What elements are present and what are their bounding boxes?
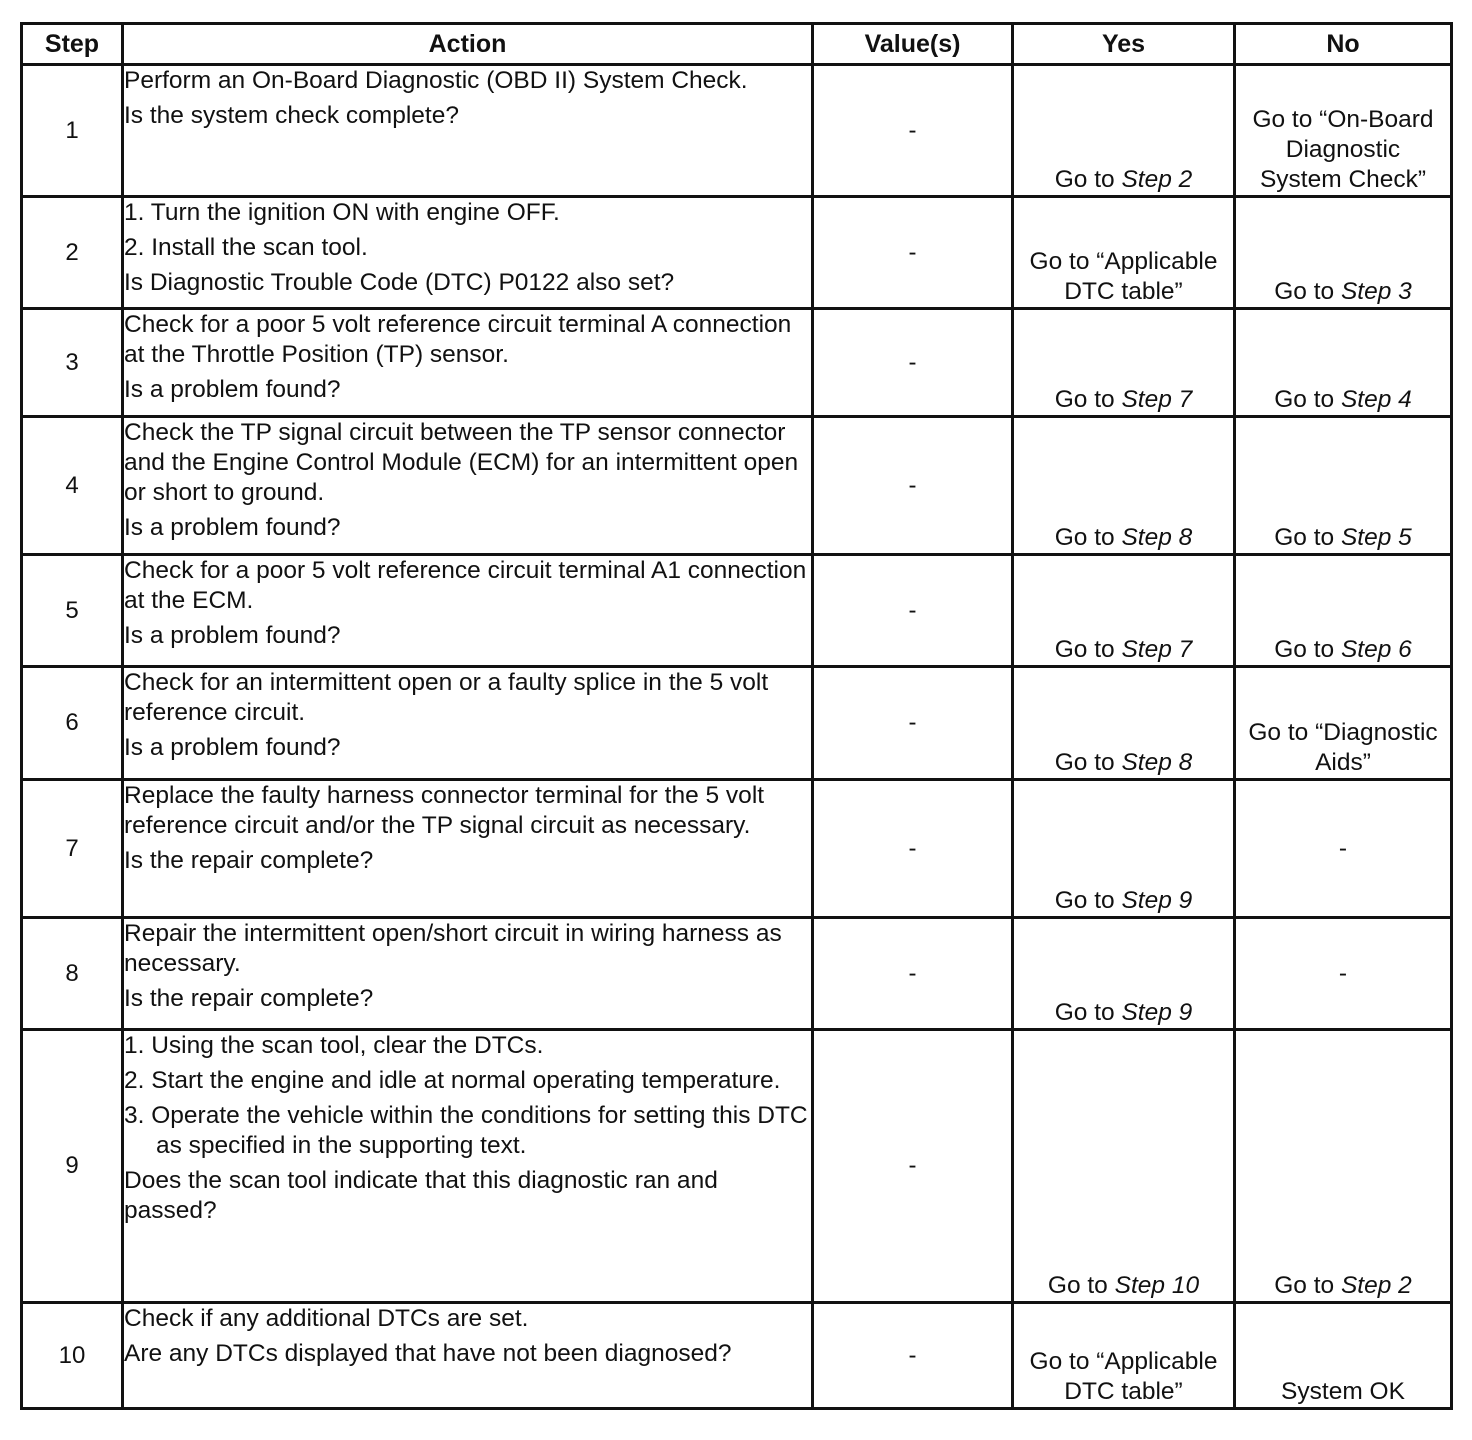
- yes-step-ref: Step 2: [1121, 166, 1193, 193]
- step-number: 10: [22, 1303, 123, 1409]
- no-target: [1243, 834, 1443, 864]
- action-cell: [123, 555, 813, 667]
- action-cell: [123, 1303, 813, 1409]
- yes-target: [1024, 385, 1224, 415]
- no-prefix: Go to: [1274, 278, 1341, 305]
- step-number: 3: [22, 309, 123, 417]
- no-cell: [1235, 1303, 1452, 1409]
- table-row: [22, 1303, 1452, 1409]
- yes-cell: [1013, 555, 1235, 667]
- yes-text: Go to “Applicable DTC table”: [1029, 248, 1218, 305]
- action-step-item: 1. Turn the ignition ON with engine OFF.: [124, 199, 560, 226]
- action-line: Is a problem found?: [124, 376, 341, 403]
- no-cell: [1235, 918, 1452, 1030]
- action-line: Is the system check complete?: [124, 102, 459, 129]
- action-line: Check for an intermittent open or a faulty splice in the 5 volt reference circuit.: [124, 669, 769, 726]
- no-target: [1243, 523, 1443, 553]
- step-number: 8: [22, 918, 123, 1030]
- action-step-item: 3. Operate the vehicle within the conditions for setting this DTC as specified in the supporting text.: [124, 1102, 808, 1159]
- yes-text: Go to “Applicable DTC table”: [1029, 1348, 1218, 1405]
- no-text: Go to “Diagnostic Aids”: [1248, 719, 1438, 776]
- action-step-item: 2. Install the scan tool.: [124, 234, 368, 261]
- yes-prefix: Go to: [1047, 1272, 1115, 1299]
- yes-prefix: Go to: [1054, 636, 1122, 663]
- yes-step-ref: Step 7: [1121, 386, 1193, 413]
- yes-target: [1024, 1271, 1224, 1301]
- no-cell: [1235, 197, 1452, 309]
- action-cell: [123, 918, 813, 1030]
- no-cell: [1235, 309, 1452, 417]
- no-target: [1243, 1377, 1443, 1407]
- header-yes: Yes: [1013, 24, 1235, 65]
- yes-cell: [1013, 918, 1235, 1030]
- yes-cell: [1013, 417, 1235, 555]
- no-cell: [1235, 555, 1452, 667]
- yes-step-ref: Step 9: [1121, 887, 1193, 914]
- value-cell: -: [813, 1303, 1013, 1409]
- no-target: [1243, 1271, 1443, 1301]
- table-row: [22, 667, 1452, 780]
- yes-cell: [1013, 65, 1235, 197]
- table-row: [22, 417, 1452, 555]
- no-prefix: Go to: [1274, 524, 1341, 551]
- value-cell: -: [813, 417, 1013, 555]
- yes-cell: [1013, 309, 1235, 417]
- yes-cell: [1013, 1030, 1235, 1303]
- yes-target: [1024, 998, 1224, 1028]
- value-cell: -: [813, 918, 1013, 1030]
- yes-cell: [1013, 667, 1235, 780]
- diagnostic-table: [20, 22, 1453, 1410]
- action-line: Is a problem found?: [124, 734, 341, 761]
- action-cell: [123, 1030, 813, 1303]
- yes-step-ref: Step 9: [1121, 999, 1193, 1026]
- value-cell: -: [813, 555, 1013, 667]
- no-cell: [1235, 65, 1452, 197]
- no-step-ref: Step 3: [1340, 278, 1412, 305]
- header-no: No: [1235, 24, 1452, 65]
- action-line: Are any DTCs displayed that have not been diagnosed?: [124, 1340, 732, 1367]
- table-row: [22, 1030, 1452, 1303]
- action-line: Is a problem found?: [124, 622, 341, 649]
- action-line: Check for a poor 5 volt reference circuit terminal A1 connection at the ECM.: [124, 557, 807, 614]
- table-row: [22, 780, 1452, 918]
- action-line: Check for a poor 5 volt reference circuit terminal A connection at the Throttle Position (TP) sensor.: [124, 311, 792, 368]
- yes-cell: [1013, 197, 1235, 309]
- yes-target: [1024, 886, 1224, 916]
- no-prefix: Go to: [1274, 1272, 1341, 1299]
- action-step-item: 2. Start the engine and idle at normal operating temperature.: [124, 1067, 781, 1094]
- no-target: [1243, 277, 1443, 307]
- step-number: 9: [22, 1030, 123, 1303]
- no-cell: [1235, 780, 1452, 918]
- no-target: [1243, 105, 1443, 195]
- yes-prefix: Go to: [1054, 386, 1122, 413]
- yes-step-ref: Step 7: [1121, 636, 1193, 663]
- table-body: [22, 65, 1452, 1409]
- no-text: -: [1338, 959, 1348, 987]
- header-row: [22, 24, 1452, 65]
- yes-step-ref: Step 8: [1121, 749, 1193, 776]
- value-cell: -: [813, 1030, 1013, 1303]
- yes-cell: [1013, 1303, 1235, 1409]
- yes-prefix: Go to: [1054, 749, 1122, 776]
- yes-target: [1024, 247, 1224, 307]
- value-cell: -: [813, 667, 1013, 780]
- header-step: Step: [22, 24, 123, 65]
- yes-target: [1024, 523, 1224, 553]
- action-line: Is a problem found?: [124, 514, 341, 541]
- no-text: -: [1338, 834, 1348, 862]
- yes-target: [1024, 1347, 1224, 1407]
- no-text: System OK: [1281, 1378, 1405, 1405]
- action-question: Is Diagnostic Trouble Code (DTC) P0122 also set?: [124, 269, 675, 296]
- action-cell: [123, 667, 813, 780]
- action-step-item: 1. Using the scan tool, clear the DTCs.: [124, 1032, 544, 1059]
- action-cell: [123, 780, 813, 918]
- no-cell: [1235, 1030, 1452, 1303]
- action-cell: [123, 65, 813, 197]
- action-line: Repair the intermittent open/short circuit in wiring harness as necessary.: [124, 920, 782, 977]
- no-step-ref: Step 6: [1340, 636, 1412, 663]
- value-cell: -: [813, 65, 1013, 197]
- action-line: Check the TP signal circuit between the TP sensor connector and the Engine Control Module (ECM) for an intermittent open or short to ground.: [124, 419, 799, 506]
- step-number: 6: [22, 667, 123, 780]
- no-target: [1243, 959, 1443, 989]
- no-step-ref: Step 4: [1340, 386, 1412, 413]
- table-row: [22, 555, 1452, 667]
- value-cell: -: [813, 309, 1013, 417]
- action-cell: [123, 197, 813, 309]
- action-line: Replace the faulty harness connector terminal for the 5 volt reference circuit and/or the TP signal circuit as necessary.: [124, 782, 765, 839]
- header-values: Value(s): [813, 24, 1013, 65]
- table-header: [22, 24, 1452, 65]
- no-target: [1243, 635, 1443, 665]
- step-number: 2: [22, 197, 123, 309]
- action-cell: [123, 417, 813, 555]
- no-target: [1243, 718, 1443, 778]
- step-number: 5: [22, 555, 123, 667]
- yes-cell: [1013, 780, 1235, 918]
- value-cell: -: [813, 197, 1013, 309]
- no-step-ref: Step 2: [1340, 1272, 1412, 1299]
- yes-prefix: Go to: [1054, 887, 1122, 914]
- yes-prefix: Go to: [1054, 524, 1122, 551]
- step-number: 7: [22, 780, 123, 918]
- yes-target: [1024, 748, 1224, 778]
- table-row: [22, 309, 1452, 417]
- no-text: Go to “On-Board Diagnostic System Check”: [1252, 106, 1434, 193]
- step-number: 4: [22, 417, 123, 555]
- action-line: Check if any additional DTCs are set.: [124, 1305, 529, 1332]
- yes-target: [1024, 165, 1224, 195]
- no-prefix: Go to: [1274, 386, 1341, 413]
- no-cell: [1235, 667, 1452, 780]
- action-question: Does the scan tool indicate that this diagnostic ran and passed?: [124, 1167, 718, 1224]
- header-action: Action: [123, 24, 813, 65]
- yes-prefix: Go to: [1054, 166, 1122, 193]
- yes-target: [1024, 635, 1224, 665]
- value-cell: -: [813, 780, 1013, 918]
- table-row: [22, 197, 1452, 309]
- no-target: [1243, 385, 1443, 415]
- table-row: [22, 918, 1452, 1030]
- no-cell: [1235, 417, 1452, 555]
- action-line: Is the repair complete?: [124, 847, 374, 874]
- step-number: 1: [22, 65, 123, 197]
- action-line: Perform an On-Board Diagnostic (OBD II) System Check.: [124, 67, 748, 94]
- action-cell: [123, 309, 813, 417]
- yes-step-ref: Step 10: [1114, 1272, 1200, 1299]
- yes-step-ref: Step 8: [1121, 524, 1193, 551]
- table-row: [22, 65, 1452, 197]
- action-line: Is the repair complete?: [124, 985, 374, 1012]
- no-step-ref: Step 5: [1340, 524, 1412, 551]
- no-prefix: Go to: [1274, 636, 1341, 663]
- yes-prefix: Go to: [1054, 999, 1122, 1026]
